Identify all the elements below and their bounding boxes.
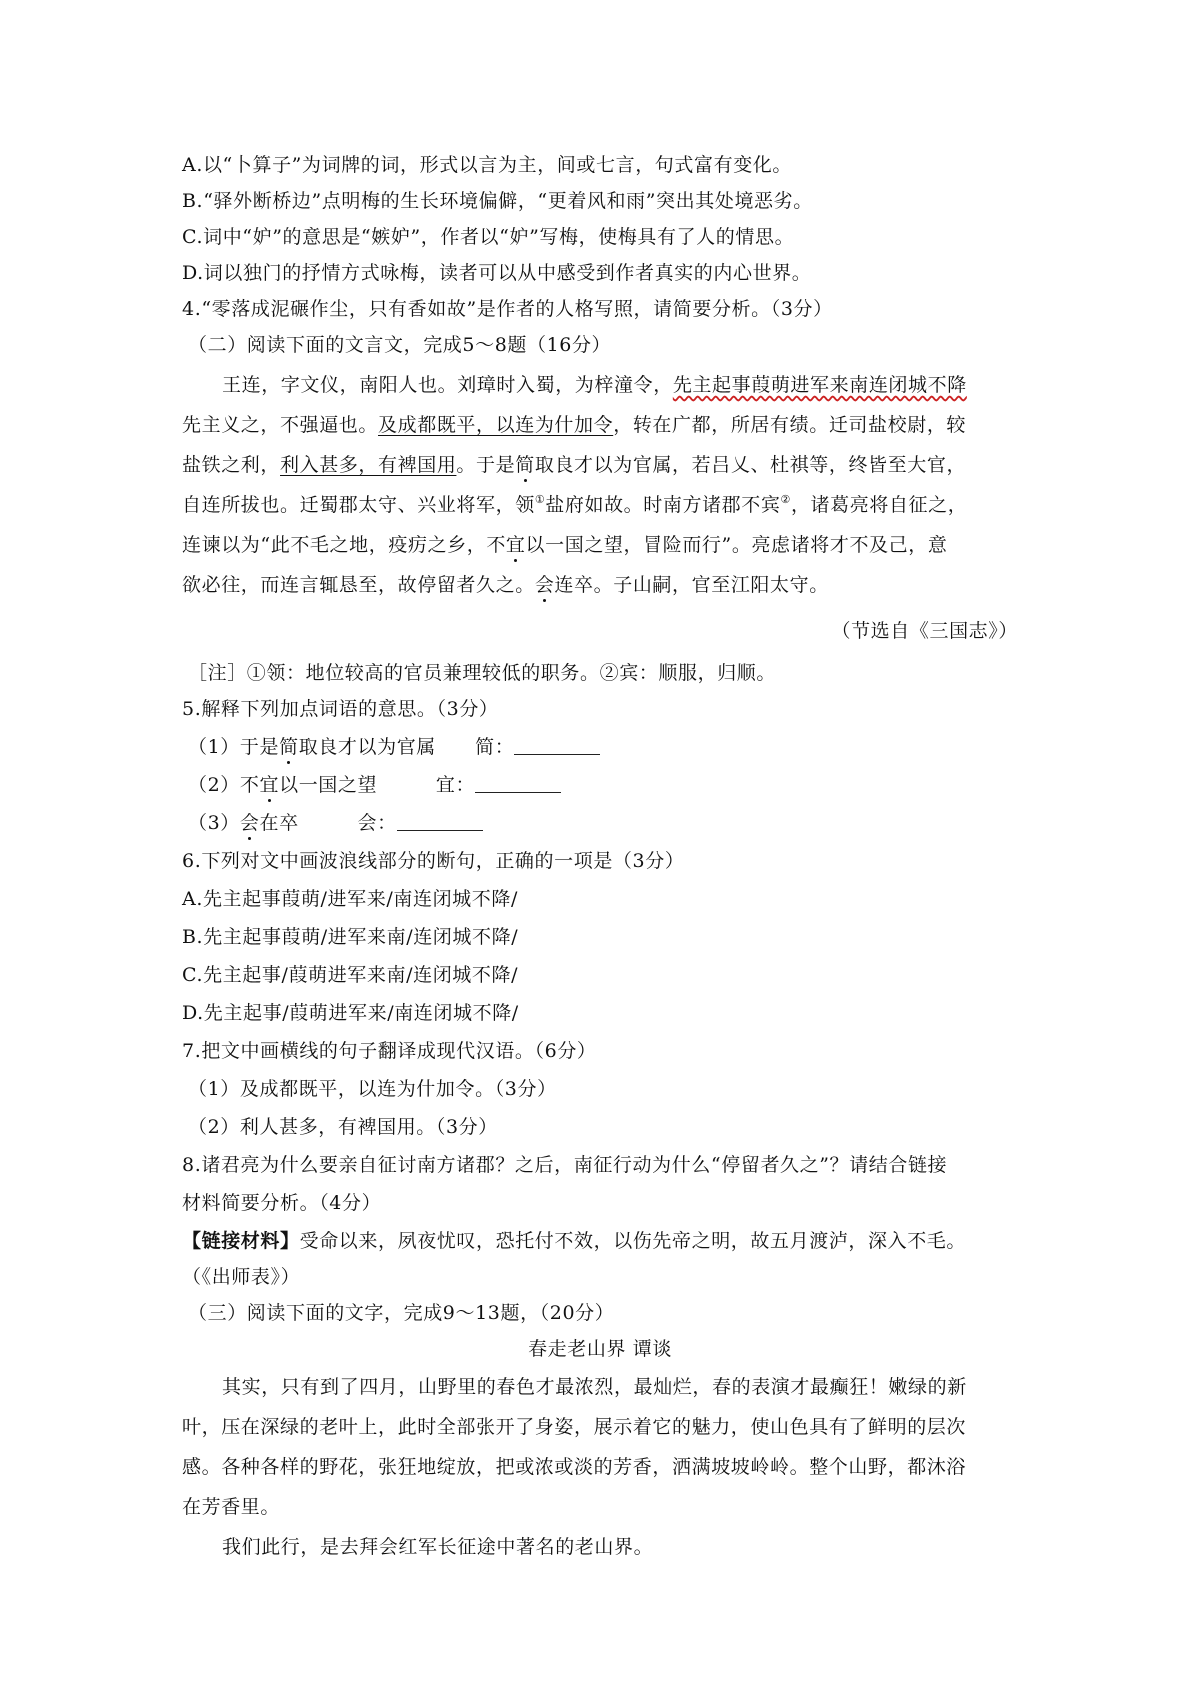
item-text: 在卒 会： [259, 812, 397, 834]
answer-blank[interactable] [514, 736, 600, 755]
essay-line-2: 叶，压在深绿的老叶上，此时全部张开了身姿，展示着它的魅力，使山色具有了鲜明的层次 [182, 1416, 967, 1438]
answer-blank[interactable] [397, 812, 483, 831]
dotted-word: 会 [239, 812, 260, 834]
q3-option-b: B.“驿外断桥边”点明梅的生长环境偏僻，“更着风和雨”突出其处境恶劣。 [182, 190, 813, 212]
question-6-option-b: B.先主起事葭萌/进军来南/连闭城不降/ [182, 926, 519, 948]
passage-source: （节选自《三国志》） [831, 620, 1018, 642]
section-3-heading: （三）阅读下面的文字，完成9～13题，（20分） [188, 1302, 615, 1324]
essay-title: 春走老山界 谭谈 [528, 1338, 672, 1360]
passage-text: ，诸葛亮将自征之， [790, 494, 968, 516]
passage-text: 自连所拔也。迁蜀郡太守、兴业将军，领 [182, 494, 535, 516]
essay-line-5: 我们此行，是去拜会红军长征途中著名的老山界。 [222, 1536, 654, 1558]
passage-text: 。于是 [456, 454, 516, 476]
passage-line-1 [222, 372, 967, 398]
question-5-item-3 [188, 810, 483, 836]
wavy-underlined-sentence: 先主起事葭萌进军来南连闭城不降 [672, 374, 967, 396]
passage-notes: ［注］①领：地位较高的官员兼理较低的职务。②宾：顺服，归顺。 [188, 662, 777, 684]
question-7-stem: 7.把文中画横线的句子翻译成现代汉语。（6分） [182, 1040, 597, 1062]
question-5-item-2 [188, 772, 561, 798]
answer-blank[interactable] [475, 774, 561, 793]
question-7-sentence-2: （2）利人甚多，有裨国用。（3分） [188, 1116, 498, 1138]
essay-line-3: 感。各种各样的野花，张狂地绽放，把或浓或淡的芳香，洒满坡坡岭岭。整个山野，都沐浴 [182, 1456, 967, 1478]
dotted-word-yi: 宜 [505, 534, 526, 556]
question-4: 4.“零落成泥碾作尘，只有香如故”是作者的人格写照，请简要分析。（3分） [182, 298, 833, 320]
link-material-label: 【链接材料】 [182, 1230, 300, 1252]
question-8-line-1: 8.诸君亮为什么要亲自征讨南方诸郡？之后，南征行动为什么“停留者久之”？请结合链接 [182, 1154, 948, 1176]
question-6-stem: 6.下列对文中画波浪线部分的断句，正确的一项是（3分） [182, 850, 685, 872]
q3-option-a: A.以“卜算子”为词牌的词，形式以言为主，间或七言，句式富有变化。 [182, 154, 792, 176]
passage-text: 欲必往，而连言辄恳至，故停留者久之。 [182, 574, 535, 596]
dotted-word-hui: 会 [534, 574, 555, 596]
underlined-sentence-1: 及成都既平，以连为什加令 [378, 414, 614, 436]
question-6-option-c: C.先主起事/葭萌进军来南/连闭城不降/ [182, 964, 519, 986]
footnote-marker-1: ① [534, 493, 546, 506]
passage-text: 王连，字文仪，南阳人也。刘璋时入蜀，为梓潼令， [222, 374, 673, 396]
passage-text: 以一国之望，冒险而行”。亮虑诸将才不及己，意 [525, 534, 948, 556]
passage-text: 连谏以为“此不毛之地，疫疠之乡，不 [182, 534, 506, 556]
link-material [182, 1228, 966, 1254]
passage-line-4 [182, 492, 967, 518]
passage-text: 取良才以为官属，若吕乂、杜祺等，终皆至大官， [534, 454, 967, 476]
q3-option-d: D.词以独门的抒情方式咏梅，读者可以从中感受到作者真实的内心世界。 [182, 262, 812, 284]
item-text: 取良才以为官属 简： [298, 736, 515, 758]
passage-line-3 [182, 452, 966, 478]
link-material-text: 受命以来，夙夜忧叹，恐托付不效，以伤先帝之明，故五月渡泸，深入不毛。 [299, 1230, 967, 1252]
essay-line-1: 其实，只有到了四月，山野里的春色才最浓烈，最灿烂，春的表演才最癫狂！嫩绿的新 [222, 1376, 967, 1398]
passage-line-2 [182, 412, 966, 438]
passage-line-5 [182, 532, 947, 558]
question-5-item-1 [188, 734, 600, 760]
passage-text: 连卒。子山嗣，官至江阳太守。 [554, 574, 829, 596]
dotted-word-jian: 简 [515, 454, 535, 476]
dotted-word: 宜 [259, 774, 280, 796]
dotted-word: 简 [279, 736, 299, 758]
link-material-source: （《出师表》） [182, 1266, 301, 1288]
passage-text: 盐府如故。时南方诸郡不宾 [545, 494, 781, 516]
question-5-stem: 5.解释下列加点词语的意思。（3分） [182, 698, 499, 720]
passage-line-6 [182, 572, 829, 598]
q3-option-c: C.词中“妒”的意思是“嫉妒”，作者以“妒”写梅，使梅具有了人的情思。 [182, 226, 795, 248]
essay-line-4: 在芳香里。 [182, 1496, 281, 1518]
item-text: （1）于是 [188, 736, 280, 758]
passage-text: 先主义之，不强逼也。 [182, 414, 379, 436]
passage-text: 盐铁之利， [182, 454, 281, 476]
item-text: 以一国之望 宜： [279, 774, 476, 796]
section-2-heading: （二）阅读下面的文言文，完成5～8题（16分） [188, 334, 612, 356]
question-7-sentence-1: （1）及成都既平，以连为什加令。（3分） [188, 1078, 557, 1100]
underlined-sentence-2: 利入甚多，有裨国用 [280, 454, 457, 476]
question-8-line-2: 材料简要分析。（4分） [182, 1192, 382, 1214]
passage-text: ，转在广都，所居有绩。迁司盐校尉，较 [613, 414, 967, 436]
footnote-marker-2: ② [780, 493, 791, 506]
question-6-option-a: A.先主起事葭萌/进军来/南连闭城不降/ [182, 888, 518, 910]
item-text: （3） [188, 812, 240, 834]
item-text: （2）不 [188, 774, 260, 796]
question-6-option-d: D.先主起事/葭萌进军来/南连闭城不降/ [182, 1002, 519, 1024]
